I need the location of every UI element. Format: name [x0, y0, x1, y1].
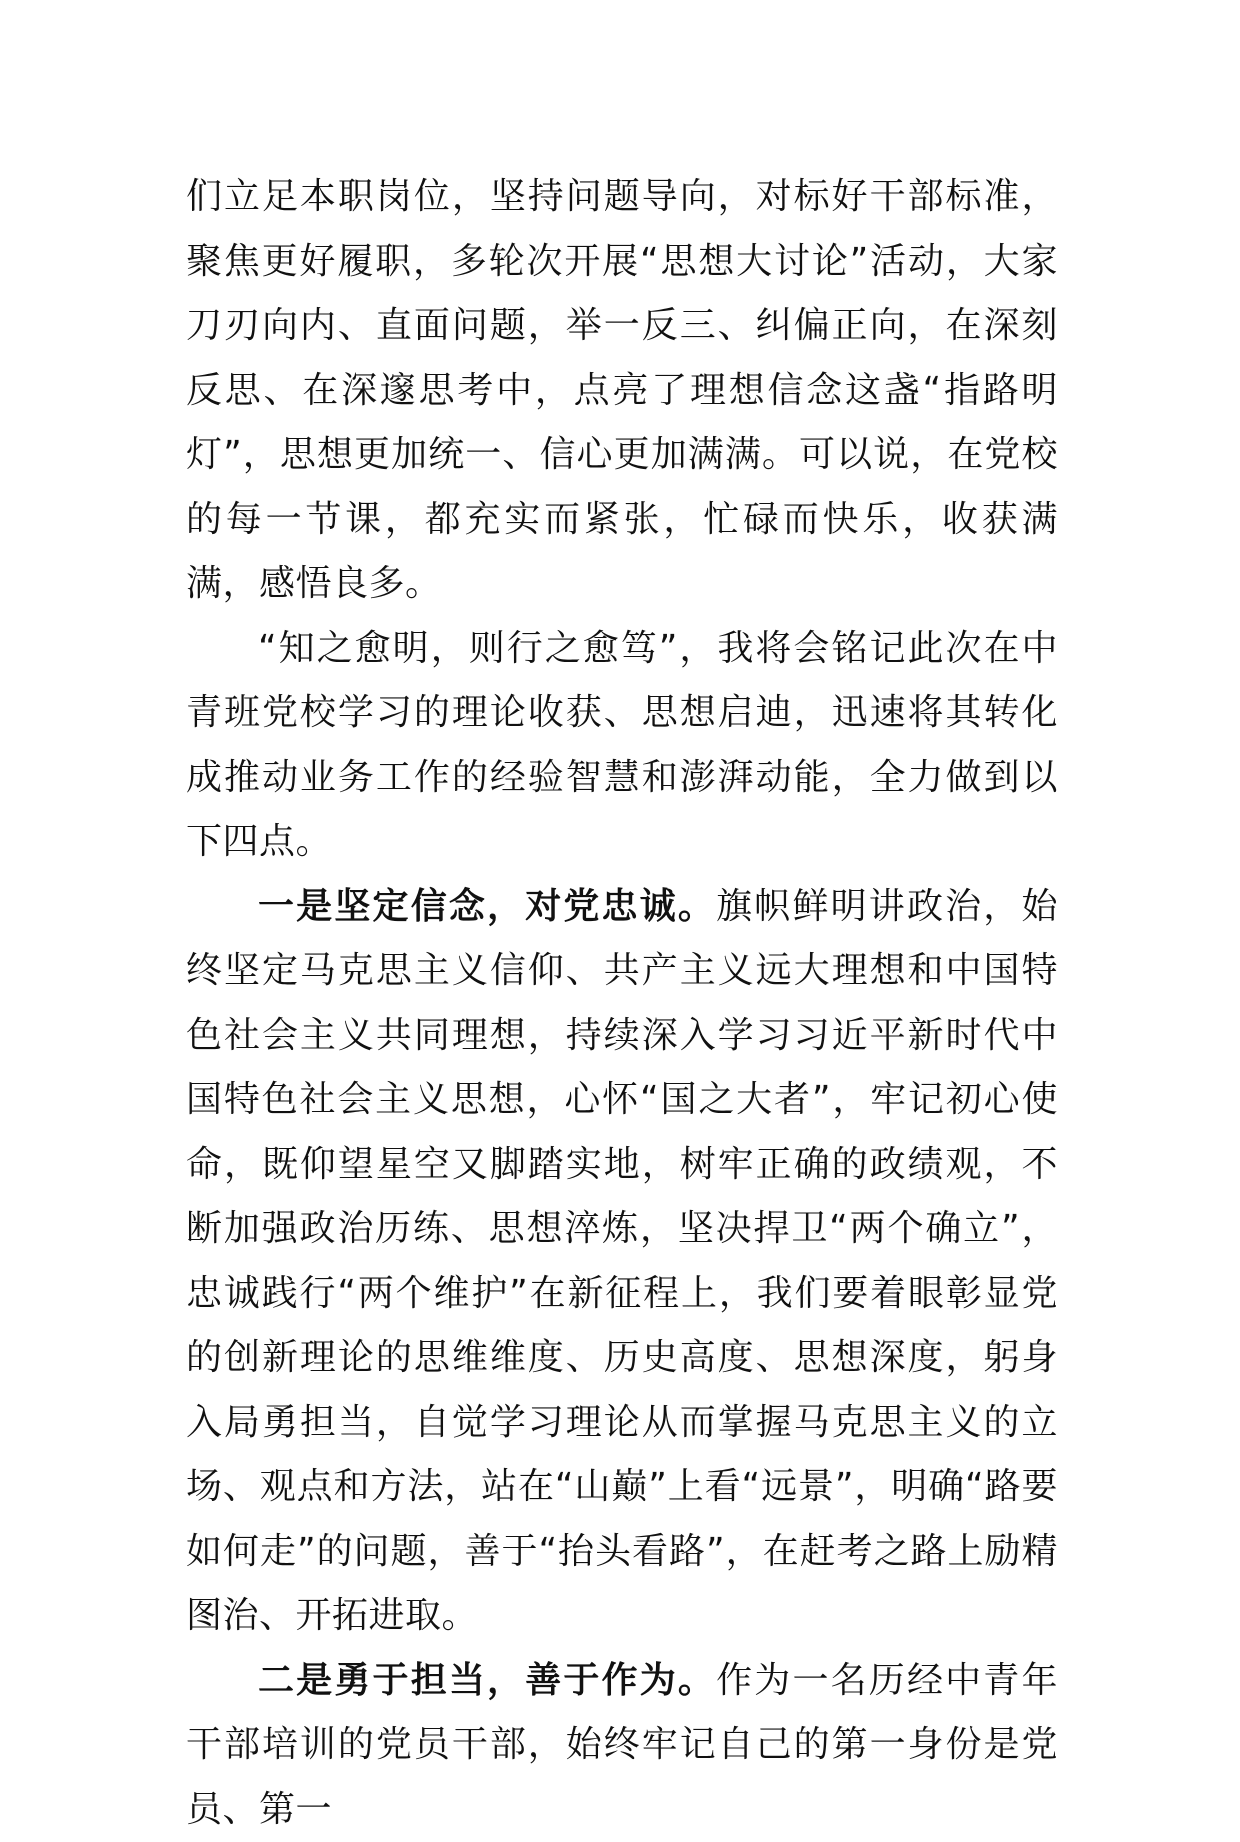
point-one-heading: 一是坚定信念，对党忠诚。 — [258, 886, 716, 927]
document-body — [186, 165, 1058, 1842]
paragraph-point-one — [186, 875, 1058, 1649]
paragraph-continued — [186, 165, 1058, 617]
paragraph-point-two — [186, 1649, 1058, 1842]
point-two-heading: 二是勇于担当，善于作为。 — [258, 1660, 716, 1701]
paragraph-text: 作为一名历经中青年干部培训的党员干部，始终牢记自己的第一身份是党员、第一 — [186, 1660, 1058, 1830]
paragraph-text: “知之愈明，则行之愈笃”，我将会铭记此次在中青班党校学习的理论收获、思想启迪，迅速将其转化成推动业务工作的经验智慧和澎湃动能，全力做到以下四点。 — [186, 628, 1058, 863]
paragraph-text: 旗帜鲜明讲政治，始终坚定马克思主义信仰、共产主义远大理想和中国特色社会主义共同理想，持续深入学习习近平新时代中国特色社会主义思想，心怀“国之大者”，牢记初心使命，既仰望星空又脚踏实地，树牢正确的政绩观，不断加强政治历练、思想淬炼，坚决捍卫“两个确立”，忠诚践行“两个维护”在新征程上，我们要着眼彰显党的创新理论的思维维度、历史高度、思想深度，躬身入局勇担当，自觉学习理论从而掌握马克思主义的立场、观点和方法，站在“山巅”上看“远景”，明确“路要如何走”的问题，善于“抬头看路”，在赶考之路上励精图治、开拓进取。 — [186, 886, 1058, 1637]
paragraph-text: 们立足本职岗位，坚持问题导向，对标好干部标准，聚焦更好履职，多轮次开展“思想大讨论”活动，大家刀刃向内、直面问题，举一反三、纠偏正向，在深刻反思、在深邃思考中，点亮了理想信念这盏“指路明灯”，思想更加统一、信心更加满满。可以说，在党校的每一节课，都充实而紧张，忙碌而快乐，收获满满，感悟良多。 — [186, 176, 1058, 604]
paragraph-knowledge-action — [186, 617, 1058, 875]
